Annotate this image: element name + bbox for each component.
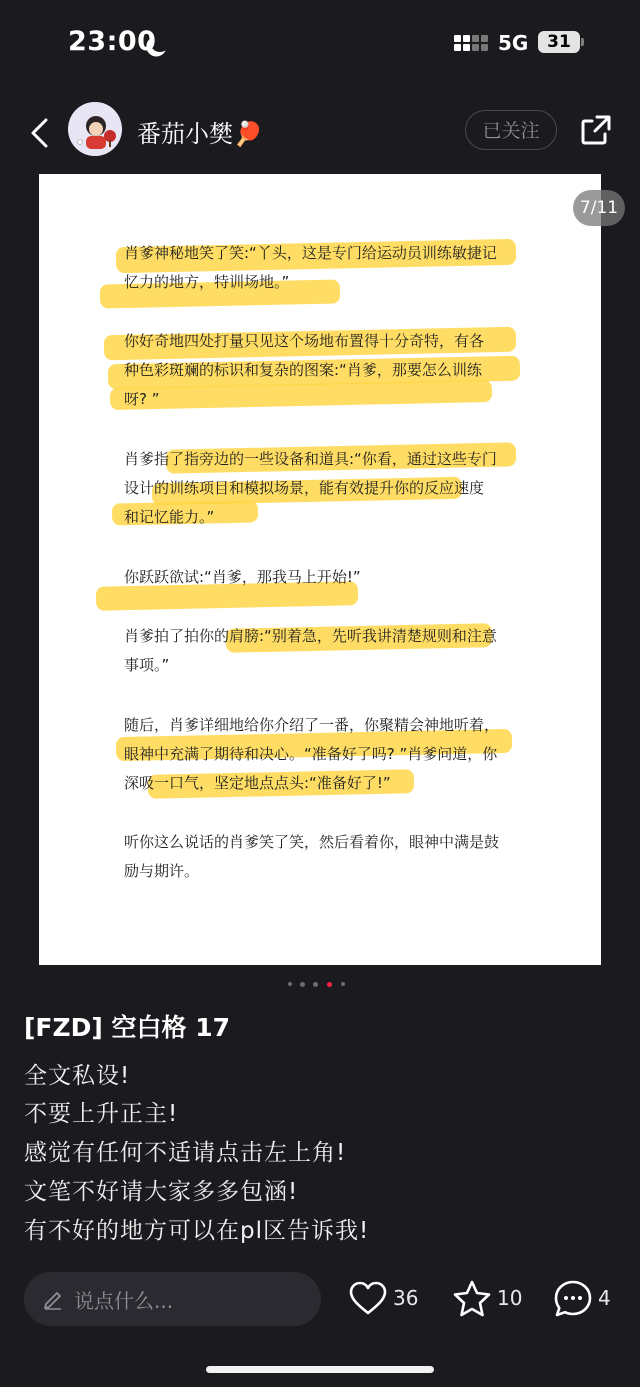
share-icon[interactable] (580, 114, 612, 146)
carousel-dot (341, 982, 345, 986)
heart-icon[interactable] (348, 1279, 388, 1319)
post-line: 全文私设! (24, 1063, 131, 1089)
carousel-dot (300, 982, 305, 987)
chat-bubble-icon[interactable] (553, 1279, 593, 1319)
post-line: 文笔不好请大家多多包涵! (24, 1179, 299, 1205)
post-line: 感觉有任何不适请点击左上角! (24, 1140, 347, 1166)
favorite-count[interactable]: 10 (497, 1286, 523, 1310)
post-title: [FZD] 空白格 17 (24, 1013, 231, 1042)
back-arrow-icon[interactable] (26, 118, 56, 148)
follow-button[interactable]: 已关注 (465, 110, 557, 150)
battery-tip (581, 38, 584, 46)
avatar[interactable] (68, 102, 122, 156)
note-paragraph: 你跃跃欲试:“肖爹，那我马上开始!” (124, 568, 361, 586)
note-paragraph: 听你这么说话的肖爹笑了笑，然后看着你，眼神中满是鼓 励与期许。 (124, 833, 500, 880)
home-indicator[interactable] (206, 1366, 434, 1373)
status-time: 23:00 (68, 26, 157, 57)
note-paragraph: 肖爹神秘地笑了笑:“丫头，这是专门给运动员训练敏捷记 忆力的地方，特训场地。” (124, 244, 497, 291)
network-type: 5G (498, 31, 529, 55)
pencil-icon (42, 1288, 64, 1310)
post-line: 有不好的地方可以在pl区告诉我! (24, 1218, 370, 1244)
like-count[interactable]: 36 (393, 1286, 419, 1310)
note-paragraph: 肖爹指了指旁边的一些设备和道具:“你看，通过这些专门 设计的训练项目和模拟场景，能有效提升你的反应速度 和记忆能力。” (124, 450, 497, 526)
battery-icon: 31 (538, 31, 580, 53)
note-paragraph: 随后，肖爹详细地给你介绍了一番，你聚精会神地听着， 眼神中充满了期待和决心。“准备好了吗? ”肖爹问道，你 深吸一口气，坚定地点点头:“准备好了!” (124, 716, 500, 792)
comment-count[interactable]: 4 (598, 1286, 611, 1310)
signal-icon (454, 34, 490, 54)
image-counter: 7/11 (573, 190, 625, 226)
carousel-dot (313, 982, 318, 987)
star-icon[interactable] (452, 1279, 492, 1319)
carousel-dot (288, 982, 292, 986)
author-name[interactable]: 番茄小樊🏓 (137, 120, 263, 148)
carousel-dot-active (327, 982, 332, 987)
note-paragraph: 肖爹拍了拍你的肩膀:“别着急，先听我讲清楚规则和注意 事项。” (124, 627, 497, 674)
comment-placeholder[interactable]: 说点什么... (74, 1289, 174, 1313)
post-line: 不要上升正主! (24, 1101, 179, 1127)
note-paragraph: 你好奇地四处打量只见这个场地布置得十分奇特，有各 种色彩斑斓的标识和复杂的图案:“肖爹，那要怎么训练 呀? ” (124, 332, 485, 408)
